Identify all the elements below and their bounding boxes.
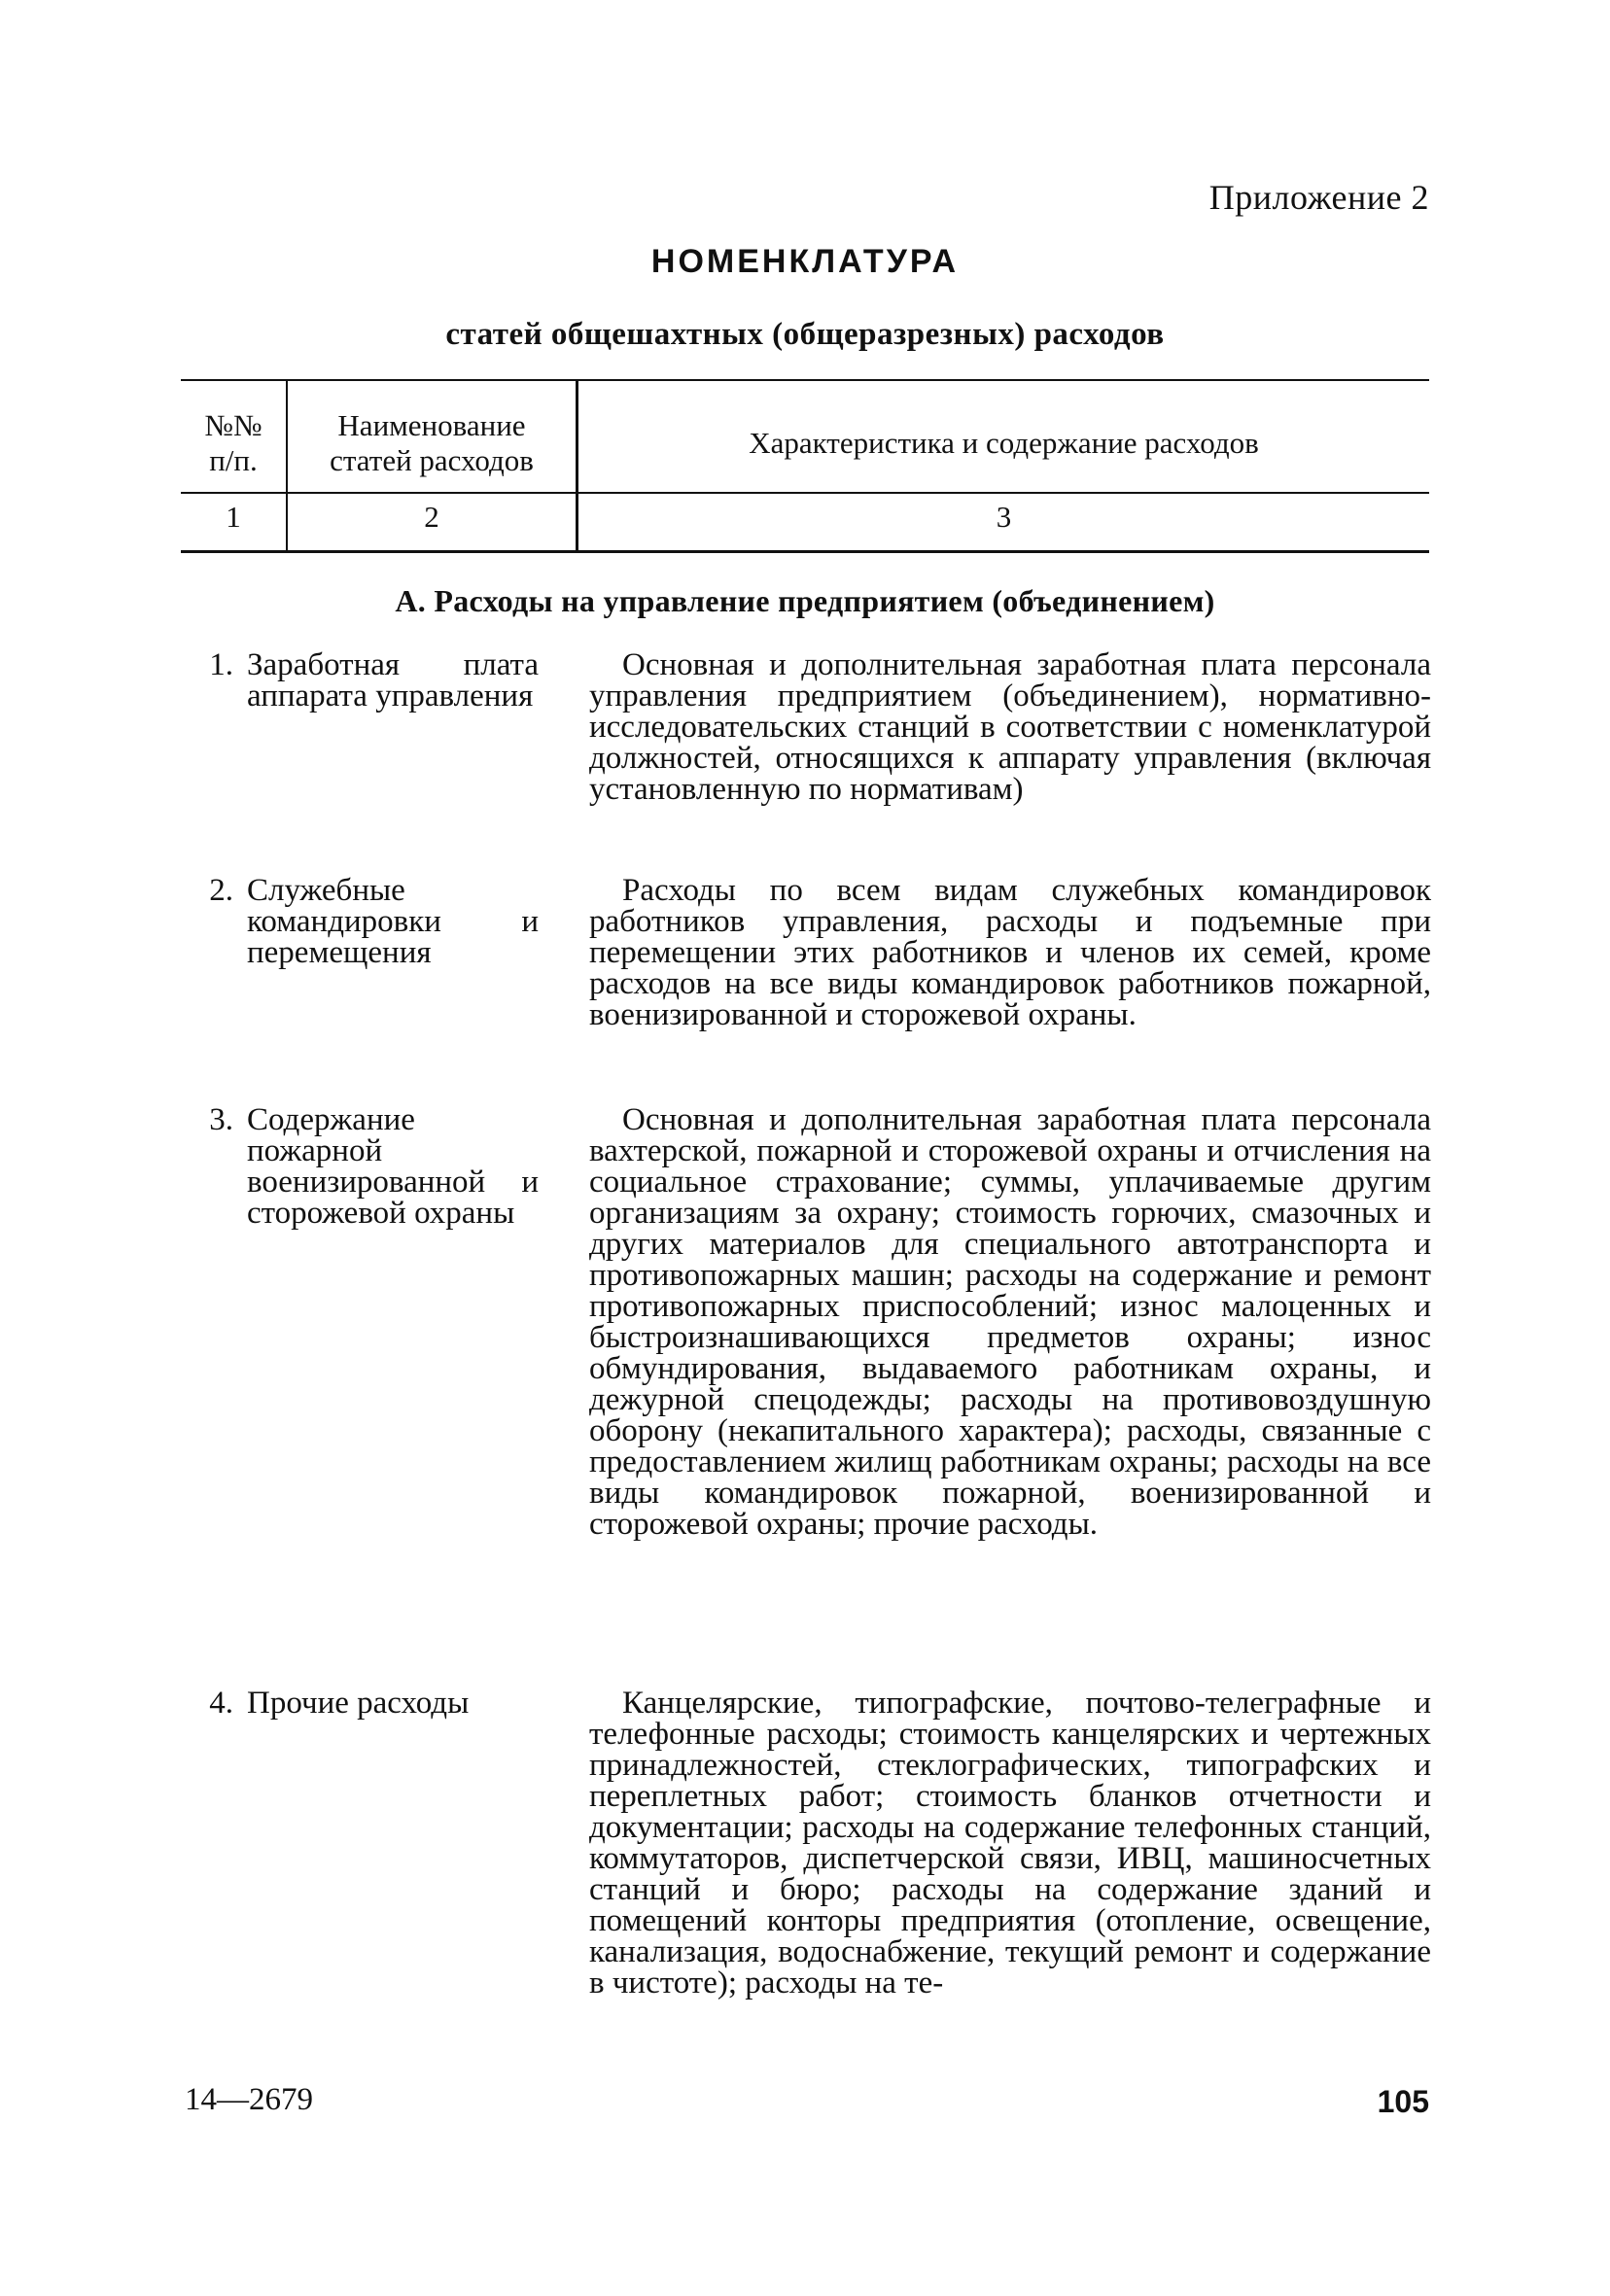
- column-heading: Характеристика и содержание расходов: [749, 426, 1259, 460]
- page-number: 105: [1377, 2084, 1429, 2119]
- column-heading: Наименование статей расходов: [330, 408, 534, 477]
- item-description: Основная и дополнительная заработная плата персонала управления предприятием (объединением), нормативно-исследовательских станций в соответствии с номенклатурой должностей, относящихся к аппарату управления (включая установленную по нормативам): [589, 647, 1431, 807]
- column-divider: [181, 492, 286, 494]
- table-column-name: [286, 381, 576, 550]
- column-heading: №№ п/п.: [204, 408, 262, 477]
- appendix-label: Приложение 2: [1208, 178, 1429, 217]
- column-index: 3: [996, 500, 1012, 534]
- item-number: 4.: [209, 1686, 233, 1721]
- item-number: 1.: [209, 647, 233, 682]
- item-name: Содержание пожарной военизированной и сторожевой охраны: [247, 1102, 539, 1231]
- document-subtitle: статей общешахтных (общеразрезных) расходов: [445, 317, 1165, 352]
- column-index: 1: [226, 500, 241, 534]
- section-heading: А. Расходы на управление предприятием (объединением): [395, 583, 1215, 618]
- table-column-number: [181, 381, 286, 550]
- item-number: 2.: [209, 873, 233, 908]
- item-name: Прочие расходы: [247, 1686, 470, 1721]
- column-index: 2: [424, 500, 439, 534]
- item-number: 3.: [209, 1102, 233, 1137]
- item-name: Заработная плата аппарата управления: [247, 647, 539, 713]
- column-divider: [288, 492, 576, 494]
- table-column-description: [576, 381, 1429, 550]
- item-description: Расходы по всем видам служебных командировок работников управления, расходы и подъемные при перемещении этих работников и членов их семей, кроме расходов на все виды командировок работников пожарной, военизированной и сторожевой охраны.: [589, 873, 1431, 1032]
- table-header: [181, 379, 1429, 553]
- item-name: Служебные командировки и перемещения: [247, 873, 539, 970]
- print-code: 14—2679: [185, 2082, 313, 2117]
- item-description: Канцелярские, типографские, почтово-телеграфные и телефонные расходы; стоимость канцелярских и чертежных принадлежностей, стеклографических, типографских и переплетных работ; стоимость бланков отчетности и документации; расходы на содержание телефонных станций, коммутаторов, диспетчерской связи, ИВЦ, машиносчетных станций и бюро; расходы на содержание зданий и помещений конторы предприятия (отопление, освещение, канализация, водоснабжение, текущий ремонт и содержание в чистоте); расходы на те-: [589, 1686, 1431, 2000]
- column-divider: [578, 492, 1429, 494]
- document-title: НОМЕНКЛАТУРА: [650, 243, 960, 280]
- item-description: Основная и дополнительная заработная плата персонала вахтерской, пожарной и сторожевой охраны и отчисления на социальное страхование; суммы, уплачиваемые другим организациям за охрану; стоимость горючих, смазочных и других материалов для специального автотранспорта и противопожарных машин; расходы на содержание и ремонт противопожарных приспособлений; износ малоценных и быстроизнашивающихся предметов охраны; износ обмундирования, выдаваемого работникам охраны, и дежурной спецодежды; расходы на противовоздушную оборону (некапитального характера); расходы, связанные с предоставлением жилищ работникам охраны; расходы на все виды командировок пожарной, военизированной и сторожевой охраны; прочие расходы.: [589, 1102, 1431, 1542]
